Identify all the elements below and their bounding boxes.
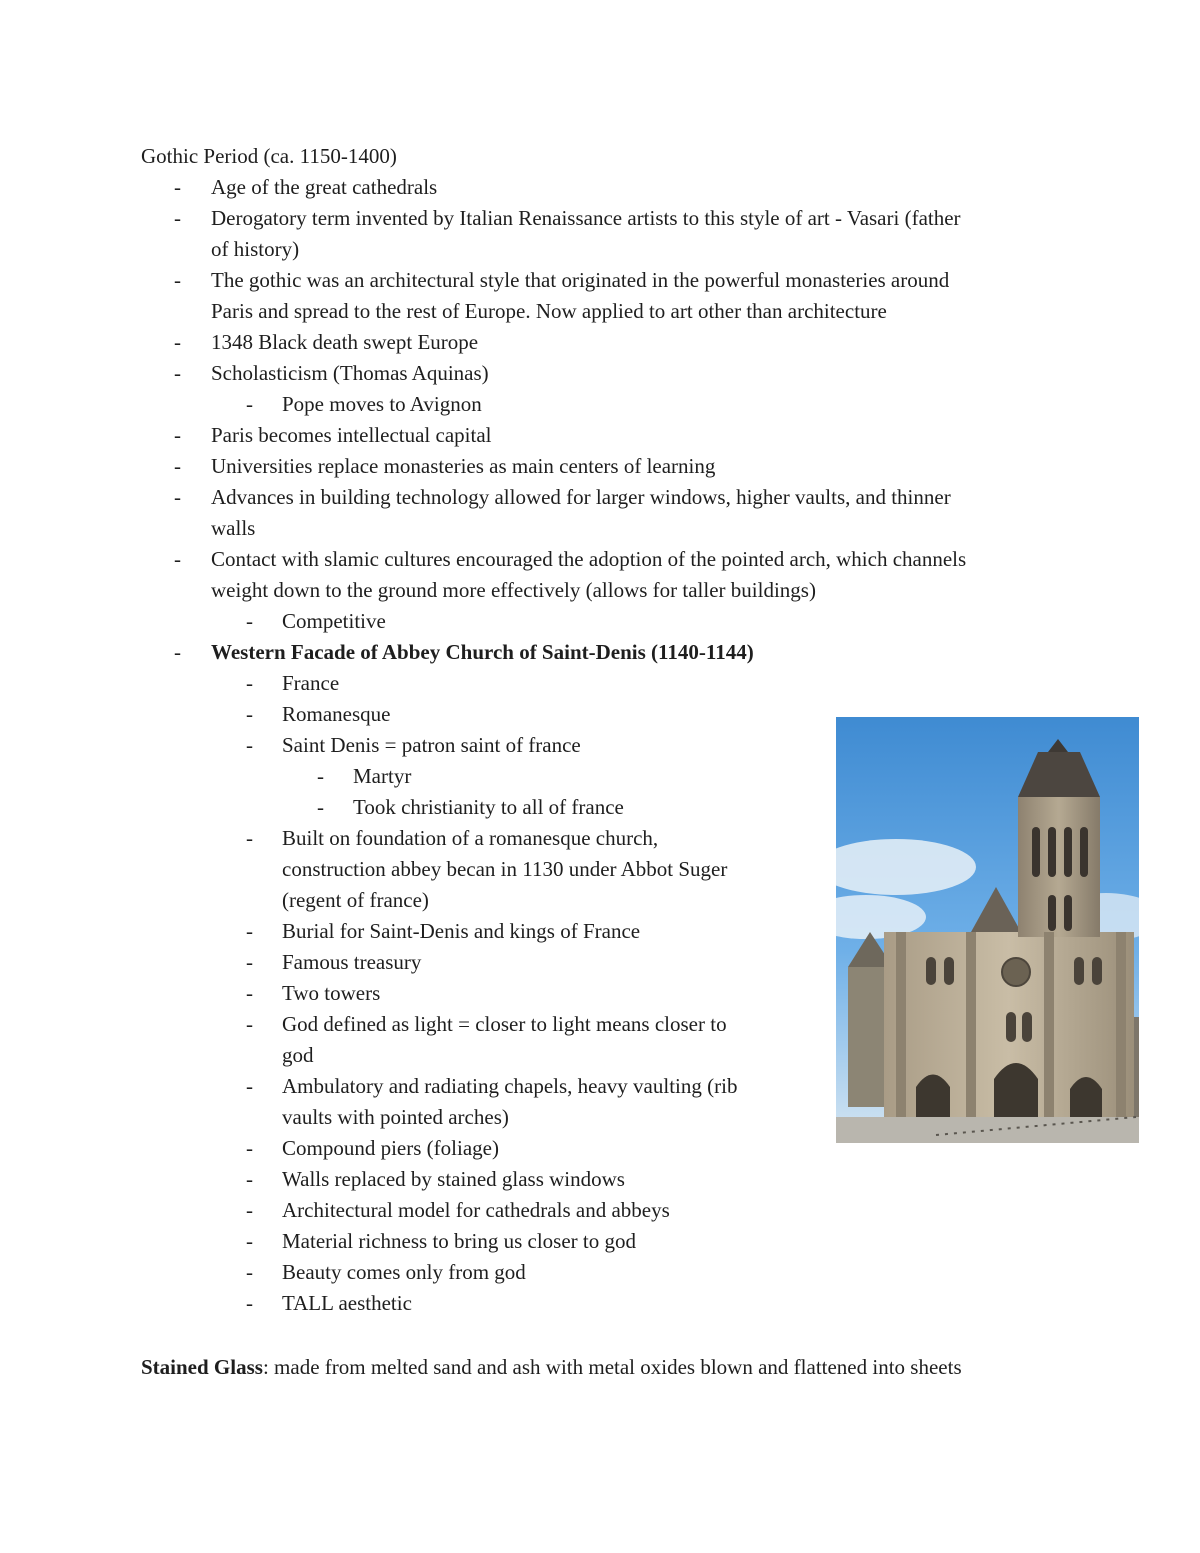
portal-right <box>1070 1077 1102 1122</box>
list-item: Paris becomes intellectual capital <box>211 423 492 447</box>
list-item: Romanesque <box>282 702 391 726</box>
window <box>1022 1012 1032 1042</box>
section-heading: Western Facade of Abbey Church of Saint-Denis (1140-1144) <box>211 640 754 664</box>
list-item: Burial for Saint-Denis and kings of France <box>282 919 641 943</box>
bullet-dash: - <box>174 423 181 447</box>
bullet-dash: - <box>246 1167 253 1191</box>
list-item: Universities replace monasteries as main centers of learning <box>211 454 716 478</box>
list-item-continuation: Paris and spread to the rest of Europe. Now applied to art other than architecture <box>211 299 887 323</box>
buttress <box>896 932 906 1122</box>
bullet-dash: - <box>246 1012 253 1036</box>
bullet-dash: - <box>246 1260 253 1284</box>
list-item: 1348 Black death swept Europe <box>211 330 479 354</box>
definition-text: : made from melted sand and ash with metal oxides blown and flattened into sheets <box>262 1355 962 1379</box>
list-item: Scholasticism (Thomas Aquinas) <box>211 361 489 385</box>
bullet-dash: - <box>174 485 181 509</box>
list-item: Ambulatory and radiating chapels, heavy vaulting (rib <box>282 1074 738 1098</box>
list-item: Two towers <box>282 981 381 1005</box>
list-item-continuation: vaults with pointed arches) <box>282 1105 509 1129</box>
list-item: Contact with slamic cultures encouraged the adoption of the pointed arch, which channels <box>211 547 967 571</box>
bullet-dash: - <box>246 609 253 633</box>
bullet-dash: - <box>246 671 253 695</box>
cathedral-illustration <box>836 717 1139 1143</box>
bullet-dash: - <box>317 764 324 788</box>
list-item: Beauty comes only from god <box>282 1260 526 1284</box>
tower-window <box>1048 827 1056 877</box>
bullet-dash: - <box>174 175 181 199</box>
list-item: Competitive <box>282 609 386 633</box>
bullet-dash: - <box>246 919 253 943</box>
buttress <box>1116 932 1126 1122</box>
tower-window <box>1032 827 1040 877</box>
bullet-dash: - <box>246 1074 253 1098</box>
list-item: Walls replaced by stained glass windows <box>282 1167 625 1191</box>
list-item: TALL aesthetic <box>282 1291 412 1315</box>
bullet-dash: - <box>317 795 324 819</box>
list-item: God defined as light = closer to light means closer to <box>282 1012 727 1036</box>
window <box>944 957 954 985</box>
bullet-dash: - <box>246 1198 253 1222</box>
bullet-dash: - <box>174 454 181 478</box>
list-item-continuation: walls <box>211 516 256 540</box>
bullet-dash: - <box>174 206 181 230</box>
buttress <box>966 932 976 1122</box>
list-item: Material richness to bring us closer to god <box>282 1229 637 1253</box>
list-item: Took christianity to all of france <box>353 795 624 819</box>
plaza <box>836 1117 1139 1143</box>
stained-glass-definition <box>141 1352 1041 1383</box>
bullet-dash: - <box>246 392 253 416</box>
list-item: Advances in building technology allowed for larger windows, higher vaults, and thinner <box>211 485 951 509</box>
list-item: The gothic was an architectural style that originated in the powerful monasteries around <box>211 268 950 292</box>
definition-term: Stained Glass <box>141 1355 263 1379</box>
bullet-dash: - <box>246 1291 253 1315</box>
portal-center <box>994 1063 1038 1122</box>
bullet-dash: - <box>246 981 253 1005</box>
bullet-dash: - <box>174 268 181 292</box>
list-item: Derogatory term invented by Italian Renaissance artists to this style of art - Vasari (father <box>211 206 961 230</box>
list-item: Compound piers (foliage) <box>282 1136 499 1160</box>
page-title: Gothic Period (ca. 1150-1400) <box>141 144 397 168</box>
rose-window <box>1002 958 1030 986</box>
tower-window <box>1064 827 1072 877</box>
list-item-continuation: of history) <box>211 237 300 261</box>
buttress <box>1044 932 1054 1122</box>
window <box>926 957 936 985</box>
window <box>1074 957 1084 985</box>
list-item: Saint Denis = patron saint of france <box>282 733 581 757</box>
portal-left <box>916 1075 950 1123</box>
bullet-dash: - <box>246 733 253 757</box>
window <box>1006 1012 1016 1042</box>
bullet-dash: - <box>246 1136 253 1160</box>
bullet-dash: - <box>174 547 181 571</box>
list-item: Pope moves to Avignon <box>282 392 482 416</box>
bullet-dash: - <box>174 330 181 354</box>
bullet-dash: - <box>246 826 253 850</box>
list-item-continuation: god <box>282 1043 314 1067</box>
list-item: Built on foundation of a romanesque church, <box>282 826 659 850</box>
list-item: Age of the great cathedrals <box>211 175 438 199</box>
saint-denis-photo <box>836 717 1139 1143</box>
tower-window <box>1080 827 1088 877</box>
bullet-dash: - <box>174 640 181 664</box>
bullet-dash: - <box>246 950 253 974</box>
list-item-continuation: construction abbey becan in 1130 under Abbot Suger <box>282 857 728 881</box>
list-item: France <box>282 671 340 695</box>
bullet-dash: - <box>246 702 253 726</box>
list-item: Architectural model for cathedrals and abbeys <box>282 1198 670 1222</box>
list-item: Martyr <box>353 764 412 788</box>
bullet-dash: - <box>174 361 181 385</box>
bullet-dash: - <box>246 1229 253 1253</box>
list-item-continuation: weight down to the ground more effectively (allows for taller buildings) <box>211 578 816 602</box>
list-item: Famous treasury <box>282 950 422 974</box>
window <box>1092 957 1102 985</box>
tower-window <box>1064 895 1072 931</box>
tower-window <box>1048 895 1056 931</box>
list-item-continuation: (regent of france) <box>282 888 429 912</box>
